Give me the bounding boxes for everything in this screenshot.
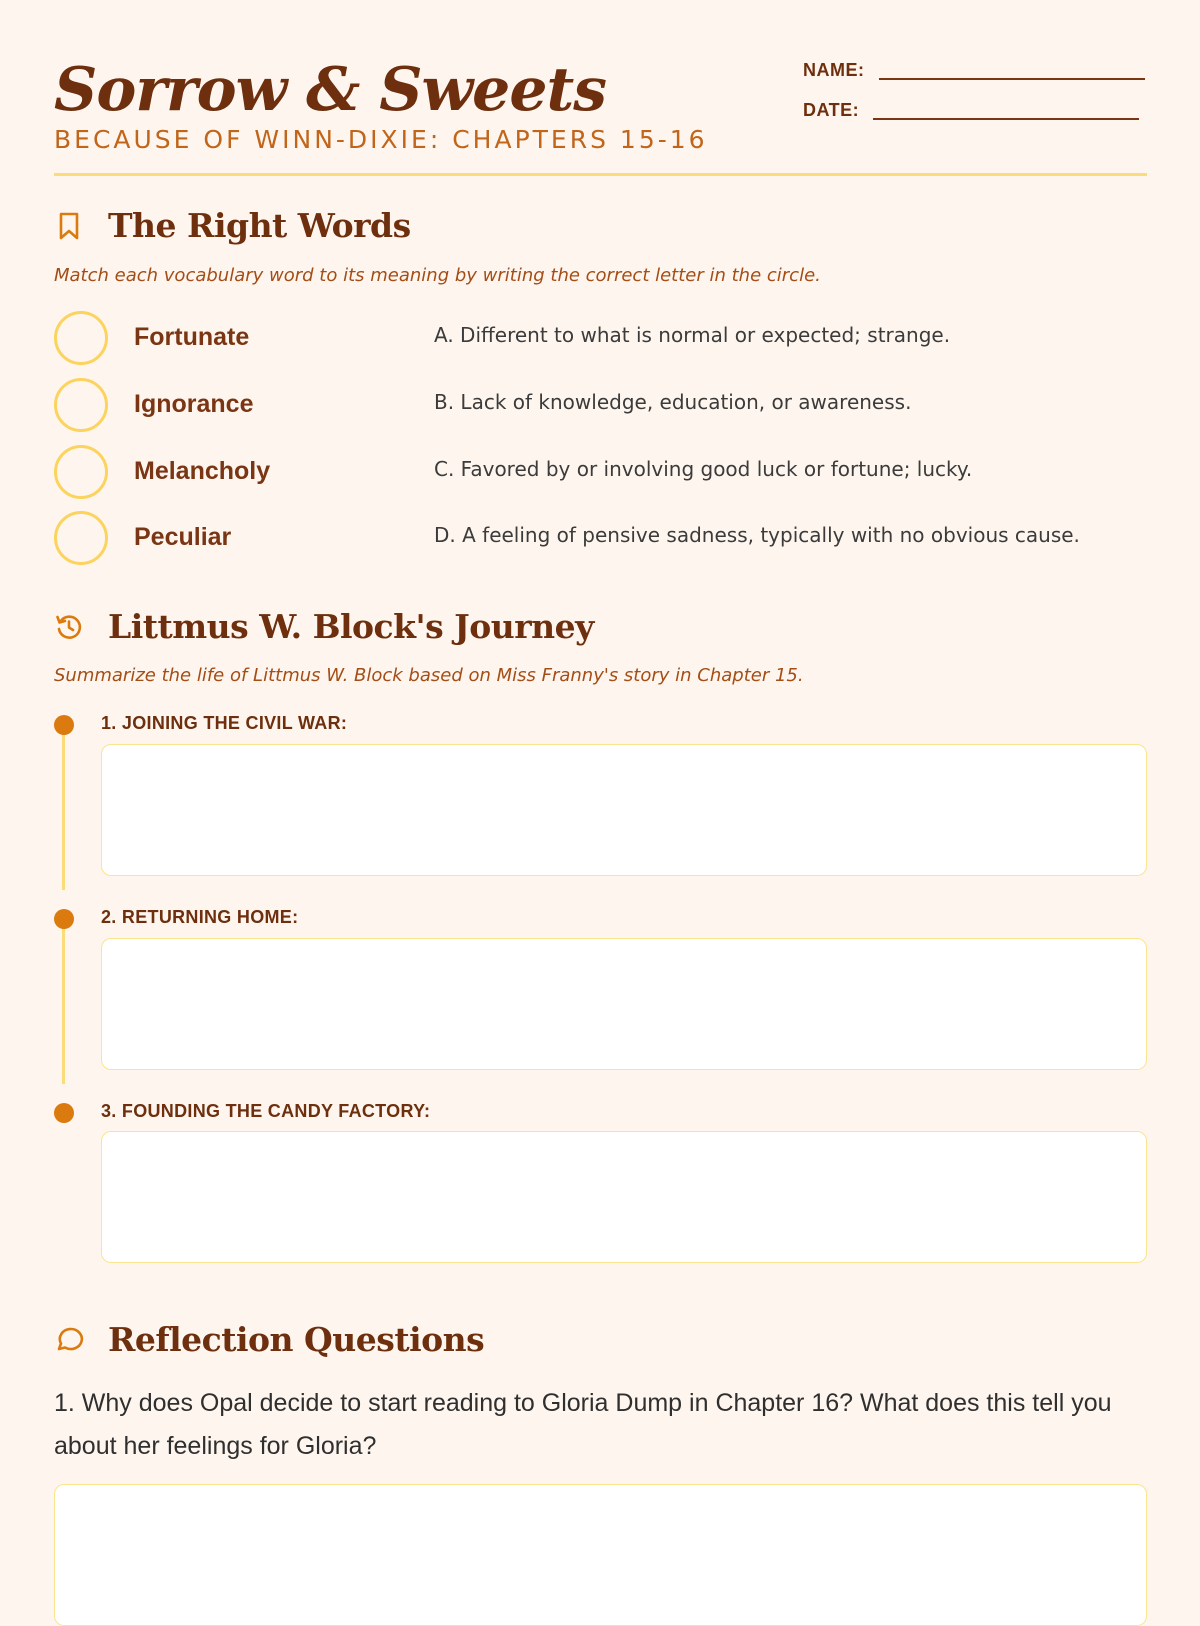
vocab-word: Fortunate [134,323,250,351]
vocab-word: Peculiar [134,523,232,551]
answer-circle[interactable] [54,511,108,565]
answer-circle[interactable] [54,445,108,499]
reflection-section-header [54,1320,484,1359]
bookmark-icon [54,211,84,241]
name-field[interactable] [803,60,1145,81]
name-label: NAME: [803,60,865,80]
reflection-question: 1. Why does Opal decide to start reading to Gloria Dump in Chapter 16? What does this tell you about her feelings for Gloria? [54,1389,1112,1460]
name-line[interactable] [879,77,1145,80]
chat-bubble-icon [54,1325,84,1355]
answer-circle[interactable] [54,378,108,432]
timeline-dot [54,715,74,735]
header-divider [54,173,1147,176]
answer-box[interactable] [101,744,1147,876]
journey-section-header [54,607,594,646]
timeline-connector [62,724,65,890]
answer-box[interactable] [101,1131,1147,1263]
vocab-word: Melancholy [134,457,271,485]
vocab-instruction: Match each vocabulary word to its meaning by writing the correct letter in the circle. [54,265,821,286]
timeline-step-label: 3. FOUNDING THE CANDY FACTORY: [101,1101,431,1121]
vocab-row [54,311,1147,365]
journey-instruction: Summarize the life of Littmus W. Block based on Miss Franny's story in Chapter 15. [54,665,804,686]
answer-circle[interactable] [54,311,108,365]
answer-box[interactable] [101,938,1147,1070]
timeline-connector [62,918,65,1084]
timeline-step-label: 2. RETURNING HOME: [101,907,299,927]
vocab-definition: B. Lack of knowledge, education, or awareness. [434,390,912,414]
vocab-definition: D. A feeling of pensive sadness, typically with no obvious cause. [434,523,1080,547]
vocab-row [54,378,1147,432]
worksheet-title: Sorrow & Sweets [54,55,607,125]
vocab-heading: The Right Words [108,206,411,245]
vocab-definition: C. Favored by or involving good luck or fortune; lucky. [434,457,973,481]
reflection-heading: Reflection Questions [108,1320,485,1359]
date-line[interactable] [873,117,1139,120]
reflection-answer-box[interactable] [54,1484,1147,1626]
vocab-definition: A. Different to what is normal or expected; strange. [434,323,951,347]
vocab-section-header [54,206,411,245]
timeline-dot [54,1103,74,1123]
vocab-row [54,445,1147,499]
worksheet [54,0,1147,1600]
timeline-step-label: 1. JOINING THE CIVIL WAR: [101,713,348,733]
vocab-row [54,511,1147,565]
date-field[interactable] [803,100,1139,121]
history-icon [54,612,84,642]
vocab-word: Ignorance [134,390,254,418]
timeline-dot [54,909,74,929]
journey-heading: Littmus W. Block's Journey [108,607,594,646]
worksheet-subtitle: BECAUSE OF WINN-DIXIE: CHAPTERS 15-16 [54,125,708,154]
date-label: DATE: [803,100,860,120]
